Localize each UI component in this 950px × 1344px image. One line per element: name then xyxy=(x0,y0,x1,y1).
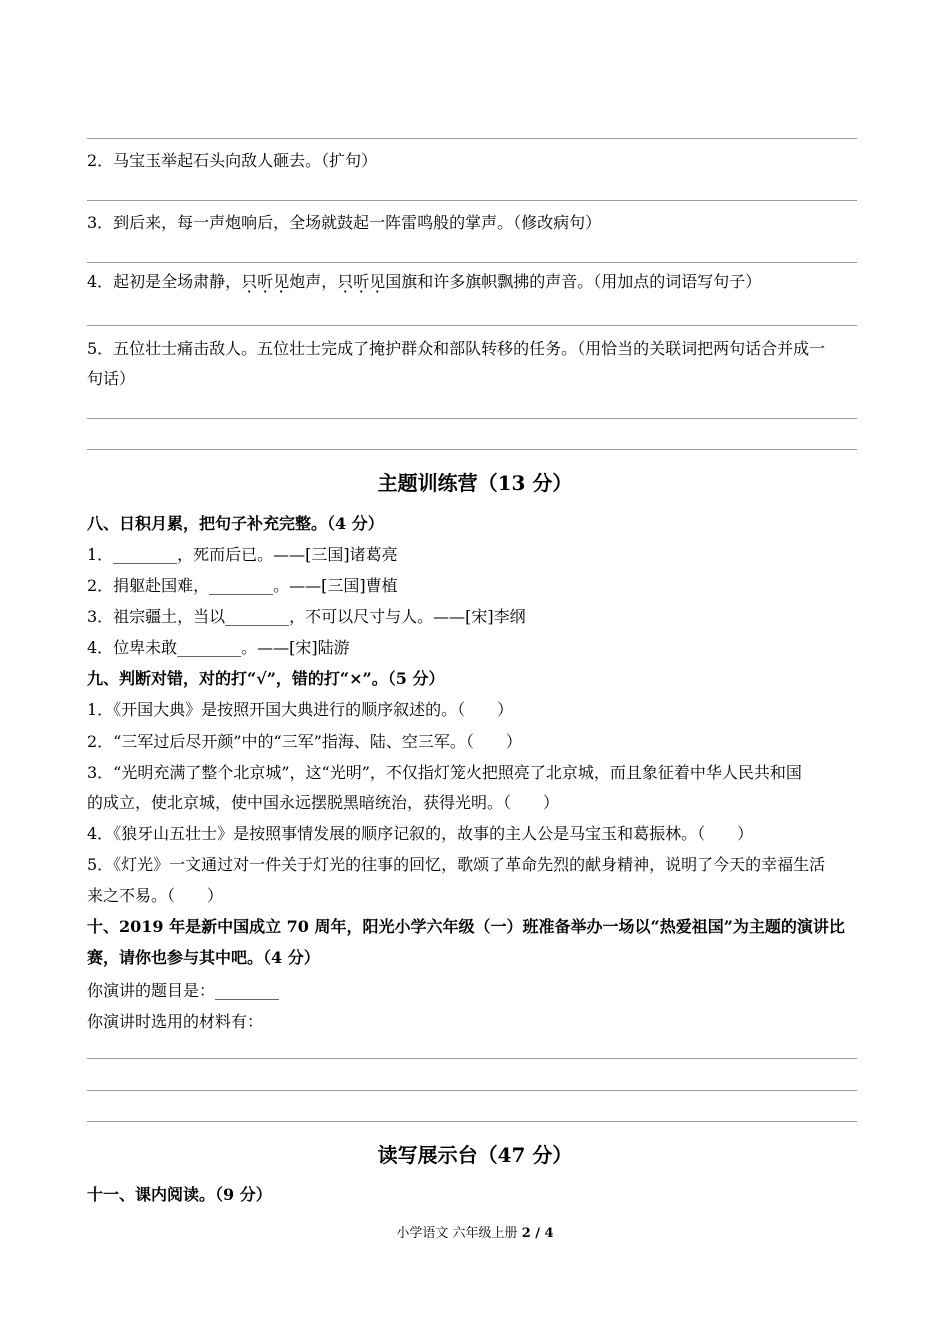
q8-item-3: 3．祖宗疆土，当以________，不可以尺寸与人。——[宋]李纲 xyxy=(87,607,526,626)
q10-topic: 你演讲的题目是：________ xyxy=(87,981,280,1000)
q7-item-4: 4．起初是全场肃静，只听见炮声，只听见国旗和许多旗帜飘拂的声音。（用加点的词语写句子） xyxy=(87,272,762,291)
q8-item-2: 2．捐躯赴国难，________。——[三国]曹植 xyxy=(87,576,398,595)
q8-item-4: 4．位卑未敢________。——[宋]陆游 xyxy=(87,638,350,657)
answer-line xyxy=(87,325,857,326)
footer-text: 小学语文 六年级上册 xyxy=(396,1226,522,1241)
q9-item-5-line1: 5．《灯光》一文通过对一件关于灯光的往事的回忆，歌颂了革命先烈的献身精神，说明了今天的幸福生活 xyxy=(87,855,826,874)
q7-item-5-line1: 5．五位壮士痛击敌人。五位壮士完成了掩护群众和部队转移的任务。（用恰当的关联词把两句话合并成一 xyxy=(87,339,826,358)
q9-item-4: 4．《狼牙山五壮士》是按照事情发展的顺序记叙的，故事的主人公是马宝玉和葛振林。（ ） xyxy=(87,824,754,843)
answer-line xyxy=(87,418,857,419)
answer-line xyxy=(87,1058,857,1059)
answer-line xyxy=(87,200,857,201)
q7-item-2: 2．马宝玉举起石头向敌人砸去。（扩句） xyxy=(87,151,378,170)
q8-item-1: 1．________，死而后已。——[三国]诸葛亮 xyxy=(87,545,398,564)
page-footer xyxy=(0,1226,950,1242)
q11-heading: 十一、课内阅读。（9 分） xyxy=(87,1185,272,1204)
answer-line xyxy=(87,1090,857,1091)
q10-materials: 你演讲时选用的材料有： xyxy=(87,1012,264,1031)
answer-line xyxy=(87,1121,857,1122)
answer-line xyxy=(87,138,857,139)
q7-item-5-line2: 句话） xyxy=(87,369,136,388)
q10-heading-line2: 赛，请你也参与其中吧。（4 分） xyxy=(87,948,320,967)
q9-item-2: 2．“三军过后尽开颜”中的“三军”指海、陆、空三军。（ ） xyxy=(87,732,522,751)
page-number: 2 / 4 xyxy=(521,1226,554,1241)
q9-item-3-line1: 3．“光明充满了整个北京城”，这“光明”，不仅指灯笼火把照亮了北京城，而且象征着中华人民共和国 xyxy=(87,763,802,782)
q9-item-5-line2: 来之不易。（ ） xyxy=(87,886,224,905)
answer-line xyxy=(87,449,857,450)
section-title: 主题训练营（13 分） xyxy=(377,471,573,495)
q9-item-1: 1．《开国大典》是按照开国大典进行的顺序叙述的。（ ） xyxy=(87,700,514,719)
dotted-word: 只听见 xyxy=(337,272,386,291)
dotted-word: 只听见 xyxy=(241,272,290,291)
section-title: 读写展示台（47 分） xyxy=(377,1143,573,1167)
answer-line xyxy=(87,262,857,263)
q9-item-3-line2: 的成立，使北京城，使中国永远摆脱黑暗统治，获得光明。（ ） xyxy=(87,793,560,812)
q9-heading: 九、判断对错，对的打“√”，错的打“×”。（5 分） xyxy=(87,669,445,688)
q8-heading: 八、日积月累，把句子补充完整。（4 分） xyxy=(87,514,384,533)
q10-heading-line1: 十、2019 年是新中国成立 70 周年，阳光小学六年级（一）班准备举办一场以“热爱祖国”为主题的演讲比 xyxy=(87,917,845,936)
q7-item-3: 3．到后来，每一声炮响后，全场就鼓起一阵雷鸣般的掌声。（修改病句） xyxy=(87,213,602,232)
